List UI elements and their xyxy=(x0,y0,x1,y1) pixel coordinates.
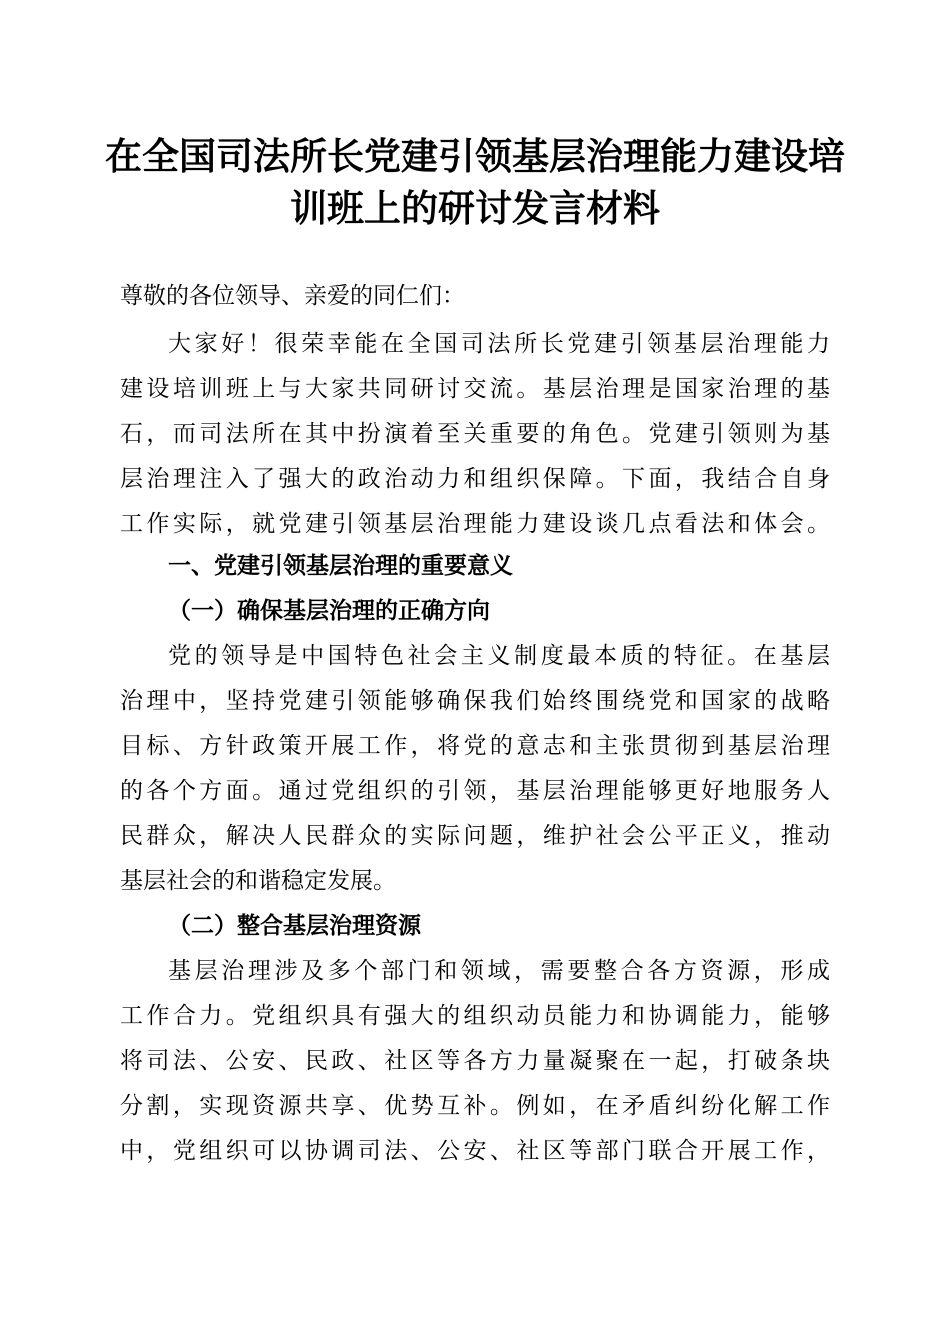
subsection-2-paragraph xyxy=(120,949,830,1174)
paragraph-line: 中，党组织可以协调司法、公安、社区等部门联合开展工作， xyxy=(120,1138,830,1164)
section-heading-text: 一、党建引领基层治理的重要意义 xyxy=(168,553,513,579)
subsection-1-paragraph xyxy=(120,634,830,904)
paragraph-line: 工作实际，就党建引领基层治理能力建设谈几点看法和体会。 xyxy=(120,511,830,537)
paragraph-line: 基层社会的和谐稳定发展。 xyxy=(120,868,396,894)
paragraph-line: 党的领导是中国特色社会主义制度最本质的特征。在基层 xyxy=(168,643,830,669)
paragraph-line: 分割，实现资源共享、优势互补。例如，在矛盾纠纷化解工作 xyxy=(120,1093,830,1119)
paragraph-line: 将司法、公安、民政、社区等各方力量凝聚在一起，打破条块 xyxy=(120,1048,830,1074)
paragraph-line: 的各个方面。通过党组织的引领，基层治理能够更好地服务人 xyxy=(120,778,830,804)
paragraph-line: 建设培训班上与大家共同研讨交流。基层治理是国家治理的基 xyxy=(120,376,830,402)
paragraph-line: 石，而司法所在其中扮演着至关重要的角色。党建引领则为基 xyxy=(120,421,830,447)
paragraph-line: 基层治理涉及多个部门和领域，需要整合各方资源，形成 xyxy=(168,958,830,984)
paragraph-line: 目标、方针政策开展工作，将党的意志和主张贯彻到基层治理 xyxy=(120,733,830,759)
subsection-2-heading xyxy=(120,904,830,949)
paragraph-line: 工作合力。党组织具有强大的组织动员能力和协调能力，能够 xyxy=(120,1003,830,1029)
title-line-2: 训班上的研讨发言材料 xyxy=(290,186,660,230)
intro-paragraph xyxy=(120,322,830,547)
salutation-text: 尊敬的各位领导、亲爱的同仁们： xyxy=(120,283,465,309)
paragraph-line: 层治理注入了强大的政治动力和组织保障。下面，我结合自身 xyxy=(120,466,830,492)
subsection-1-heading xyxy=(120,589,830,634)
salutation xyxy=(120,274,830,319)
paragraph-line: 大家好！很荣幸能在全国司法所长党建引领基层治理能力 xyxy=(168,331,830,357)
section-1-heading xyxy=(120,544,830,589)
title-line-1: 在全国司法所长党建引领基层治理能力建设培 xyxy=(105,134,845,178)
subsection-heading-text: （二）整合基层治理资源 xyxy=(168,913,421,939)
subsection-heading-text: （一）确保基层治理的正确方向 xyxy=(168,598,490,624)
document-title xyxy=(100,130,850,234)
paragraph-line: 治理中，坚持党建引领能够确保我们始终围绕党和国家的战略 xyxy=(120,688,830,714)
paragraph-line: 民群众，解决人民群众的实际问题，维护社会公平正义，推动 xyxy=(120,823,830,849)
